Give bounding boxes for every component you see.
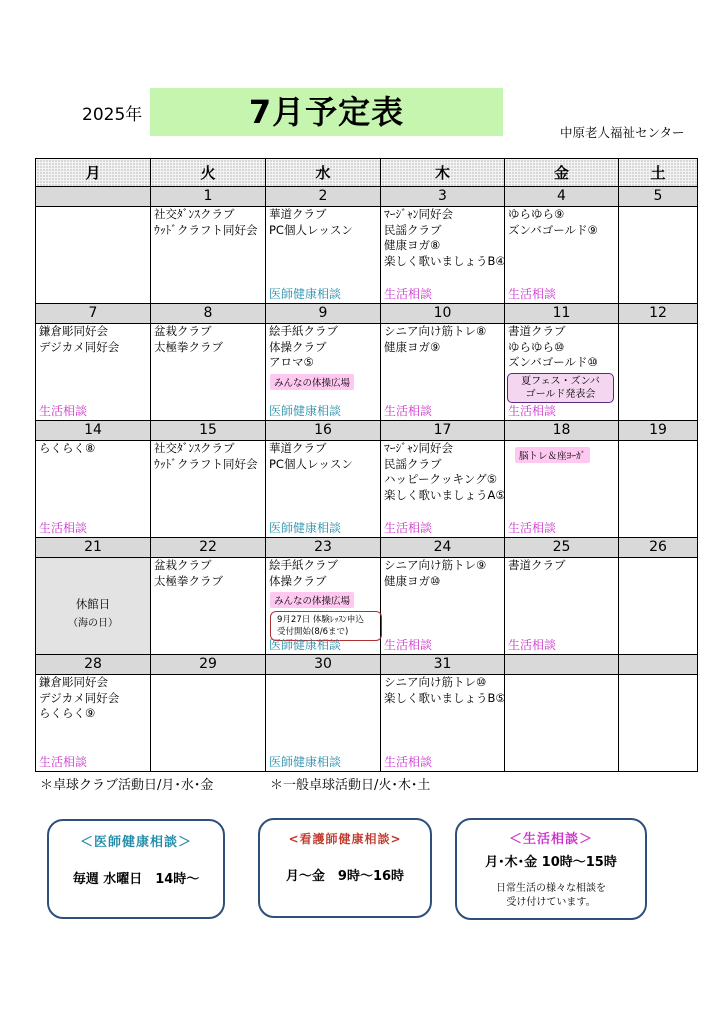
date-cell: 5 (619, 187, 698, 207)
date-cell: 26 (619, 538, 698, 558)
day-content (36, 441, 150, 537)
closed-label: 休館日 (75, 597, 111, 611)
date-cell: 28 (36, 655, 151, 675)
day-content (36, 675, 150, 771)
date-cell: 1 (151, 187, 266, 207)
life-consult-note: 生活相談 (384, 755, 433, 769)
event-item: ズンバゴールド⑩ (508, 355, 598, 369)
day-content (151, 207, 265, 303)
notice-line: 受付開始(8/6まで) (277, 627, 349, 637)
event-item: ズンバゴールド⑨ (508, 222, 598, 237)
day-cell (151, 558, 266, 655)
event-item: 体操クラブ (269, 573, 327, 588)
date-cell: 29 (151, 655, 266, 675)
day-content (381, 675, 504, 771)
date-cell: 12 (619, 304, 698, 324)
date-row (36, 187, 698, 207)
date-cell (36, 187, 151, 207)
day-cell (266, 558, 381, 655)
notice-line: 9月27日 体験ﾚｯｽﾝ申込 (277, 615, 364, 625)
event-item: 健康ヨガ⑨ (384, 339, 441, 354)
day-cell (381, 675, 505, 772)
day-content (266, 324, 380, 420)
notice-line: ゴールド発表会 (525, 388, 596, 400)
event-item: 健康ヨガ⑧ (384, 238, 441, 252)
day-cell (36, 675, 151, 772)
day-cell (381, 207, 505, 304)
day-content (381, 558, 504, 654)
event-item: シニア向け筋トレ⑧ (384, 324, 487, 338)
event-item: 楽しく歌いましょうB④ (384, 253, 506, 268)
event-item: らくらく⑧ (39, 441, 96, 455)
nurse-box-title: <看護師健康相談> (288, 832, 402, 846)
event-item: 書道クラブ (508, 324, 566, 338)
life-consult-note: 生活相談 (39, 755, 88, 769)
notice-line: 夏フェス・ズンバ (521, 375, 600, 387)
life-box-schedule: 月･木･金 10時～15時 (485, 855, 617, 870)
day-cell (619, 675, 698, 772)
nurse-consult-box (258, 818, 432, 918)
event-item: 書道クラブ (508, 558, 566, 572)
date-cell: 14 (36, 421, 151, 441)
event-item: 健康ヨガ⑩ (384, 573, 441, 588)
date-cell: 15 (151, 421, 266, 441)
weekday-header: 金 (505, 159, 619, 187)
life-box-desc-2: 受け付けています。 (506, 897, 596, 908)
day-content (619, 324, 697, 420)
day-cell (36, 441, 151, 538)
event-notice (507, 373, 614, 403)
date-row (36, 655, 698, 675)
event-item: デジカメ同好会 (39, 690, 120, 705)
date-cell (505, 655, 619, 675)
date-cell: 30 (266, 655, 381, 675)
nurse-box-schedule: 月～金 9時～16時 (285, 869, 405, 884)
event-item: 太極拳クラブ (154, 573, 223, 588)
life-consult-note: 生活相談 (384, 287, 433, 301)
life-consult-note: 生活相談 (508, 287, 557, 301)
date-cell: 25 (505, 538, 619, 558)
life-consult-note: 生活相談 (508, 521, 557, 535)
day-content (619, 675, 697, 771)
day-cell (505, 441, 619, 538)
event-tag: みんなの体操広場 (270, 592, 354, 608)
doctor-consult-box (47, 819, 225, 919)
life-consult-note: 生活相談 (39, 521, 88, 535)
day-cell (36, 324, 151, 421)
date-cell: 8 (151, 304, 266, 324)
doctor-consult-note: 医師健康相談 (269, 404, 342, 418)
date-cell: 18 (505, 421, 619, 441)
doctor-consult-note: 医師健康相談 (269, 755, 342, 769)
event-item: ｳｯﾄﾞクラフト同好会 (154, 222, 258, 237)
closed-day (36, 558, 150, 654)
day-content (505, 675, 618, 771)
event-item: 太極拳クラブ (154, 339, 223, 354)
day-content (619, 558, 697, 654)
page-title: 7月予定表 (248, 93, 405, 131)
event-item: 社交ﾀﾞﾝｽクラブ (154, 207, 235, 221)
day-cell (36, 558, 151, 655)
week-row (36, 207, 698, 304)
day-content (36, 324, 150, 420)
day-cell (505, 558, 619, 655)
week-row (36, 558, 698, 655)
day-content (505, 441, 618, 537)
event-item: ﾏｰｼﾞｬﾝ同好会 (384, 207, 453, 221)
day-content (266, 207, 380, 303)
event-item: PC個人レッスン (269, 222, 353, 237)
life-box-desc-1: 日常生活の様々な相談を (496, 883, 606, 894)
life-consult-note: 生活相談 (39, 404, 88, 418)
weekday-header: 木 (381, 159, 505, 187)
event-item: PC個人レッスン (269, 456, 353, 471)
date-cell: 21 (36, 538, 151, 558)
footnote-general: ＊一般卓球活動日/火･木･土 (270, 778, 431, 793)
event-item: 民謡クラブ (384, 222, 442, 237)
life-box-title: ＜生活相談＞ (508, 832, 593, 847)
date-cell: 3 (381, 187, 505, 207)
doctor-box-title: ＜医師健康相談＞ (79, 835, 192, 850)
event-item: 絵手紙クラブ (269, 558, 338, 572)
day-content (36, 207, 150, 303)
day-content (266, 441, 380, 537)
event-item: 盆栽クラブ (154, 558, 212, 572)
doctor-consult-note: 医師健康相談 (269, 638, 342, 652)
weekday-header: 月 (36, 159, 151, 187)
event-tag: みんなの体操広場 (270, 374, 354, 390)
event-item: 社交ﾀﾞﾝｽクラブ (154, 441, 235, 455)
date-cell: 16 (266, 421, 381, 441)
title-banner (150, 88, 503, 136)
day-cell (619, 441, 698, 538)
day-cell (381, 558, 505, 655)
day-content (619, 441, 697, 537)
event-item: 華道クラブ (269, 441, 327, 455)
day-content (381, 441, 504, 537)
day-content (505, 207, 618, 303)
event-item: 体操クラブ (269, 339, 327, 354)
date-cell: 17 (381, 421, 505, 441)
date-cell: 24 (381, 538, 505, 558)
week-row (36, 675, 698, 772)
date-cell: 23 (266, 538, 381, 558)
day-cell (151, 441, 266, 538)
date-row (36, 421, 698, 441)
life-consult-box (455, 818, 647, 920)
life-consult-note: 生活相談 (508, 638, 557, 652)
date-cell: 9 (266, 304, 381, 324)
week-row (36, 324, 698, 421)
day-cell (381, 441, 505, 538)
event-item: らくらく⑨ (39, 706, 96, 720)
date-cell: 10 (381, 304, 505, 324)
event-item: ハッピークッキング⑤ (384, 472, 498, 486)
event-item: ゆらゆら⑩ (508, 339, 565, 354)
event-item: ｳｯﾄﾞクラフト同好会 (154, 456, 258, 471)
day-cell (36, 207, 151, 304)
day-cell (266, 207, 381, 304)
day-cell (505, 207, 619, 304)
year-label: 2025年 (82, 105, 143, 125)
event-item: デジカメ同好会 (39, 339, 120, 354)
date-cell: 22 (151, 538, 266, 558)
center-name: 中原老人福祉センター (560, 125, 685, 140)
event-item: 民謡クラブ (384, 456, 442, 471)
event-item: 鎌倉彫同好会 (39, 675, 108, 689)
date-cell: 31 (381, 655, 505, 675)
event-item: 楽しく歌いましょうB⑤ (384, 690, 506, 705)
weekday-header: 土 (619, 159, 698, 187)
weekday-header: 火 (151, 159, 266, 187)
event-tag: 脳トレ＆座ﾖｰｶﾞ (515, 447, 590, 463)
event-item: 鎌倉彫同好会 (39, 324, 108, 338)
date-cell: 2 (266, 187, 381, 207)
day-content (381, 324, 504, 420)
day-content (151, 441, 265, 537)
day-content (151, 675, 265, 771)
day-cell (619, 324, 698, 421)
closed-reason: （海の日） (68, 618, 118, 629)
day-cell (381, 324, 505, 421)
day-content (505, 324, 618, 420)
event-item: シニア向け筋トレ⑩ (384, 675, 487, 689)
day-content (151, 324, 265, 420)
event-item: ﾏｰｼﾞｬﾝ同好会 (384, 441, 453, 455)
day-content (505, 558, 618, 654)
day-cell (266, 324, 381, 421)
day-content (36, 558, 150, 654)
day-cell (151, 324, 266, 421)
date-cell: 11 (505, 304, 619, 324)
day-cell (619, 207, 698, 304)
event-item: アロマ⑤ (269, 355, 314, 369)
date-cell: 4 (505, 187, 619, 207)
weekday-header: 水 (266, 159, 381, 187)
calendar-table (35, 158, 698, 772)
doctor-consult-note: 医師健康相談 (269, 521, 342, 535)
event-item: シニア向け筋トレ⑨ (384, 558, 487, 572)
day-content (266, 675, 380, 771)
doctor-box-schedule: 毎週 水曜日 14時～ (72, 872, 200, 887)
date-cell: 19 (619, 421, 698, 441)
event-item: ゆらゆら⑨ (508, 207, 565, 221)
date-row (36, 304, 698, 324)
week-row (36, 441, 698, 538)
doctor-consult-note: 医師健康相談 (269, 287, 342, 301)
day-content (381, 207, 504, 303)
weekday-header-row (36, 159, 698, 187)
day-content (151, 558, 265, 654)
day-content (619, 207, 697, 303)
day-cell (266, 441, 381, 538)
event-item: 華道クラブ (269, 207, 327, 221)
date-cell: 7 (36, 304, 151, 324)
life-consult-note: 生活相談 (508, 404, 557, 418)
life-consult-note: 生活相談 (384, 521, 433, 535)
life-consult-note: 生活相談 (384, 638, 433, 652)
day-cell (151, 675, 266, 772)
day-cell (266, 675, 381, 772)
day-cell (151, 207, 266, 304)
day-cell (619, 558, 698, 655)
event-item: 絵手紙クラブ (269, 324, 338, 338)
life-consult-note: 生活相談 (384, 404, 433, 418)
date-cell (619, 655, 698, 675)
day-content (266, 558, 380, 654)
event-item: 盆栽クラブ (154, 324, 212, 338)
event-item: 楽しく歌いましょうA⑤ (384, 487, 506, 502)
day-cell (505, 324, 619, 421)
date-row (36, 538, 698, 558)
footnote-club: ＊卓球クラブ活動日/月･水･金 (40, 778, 214, 793)
day-cell (505, 675, 619, 772)
